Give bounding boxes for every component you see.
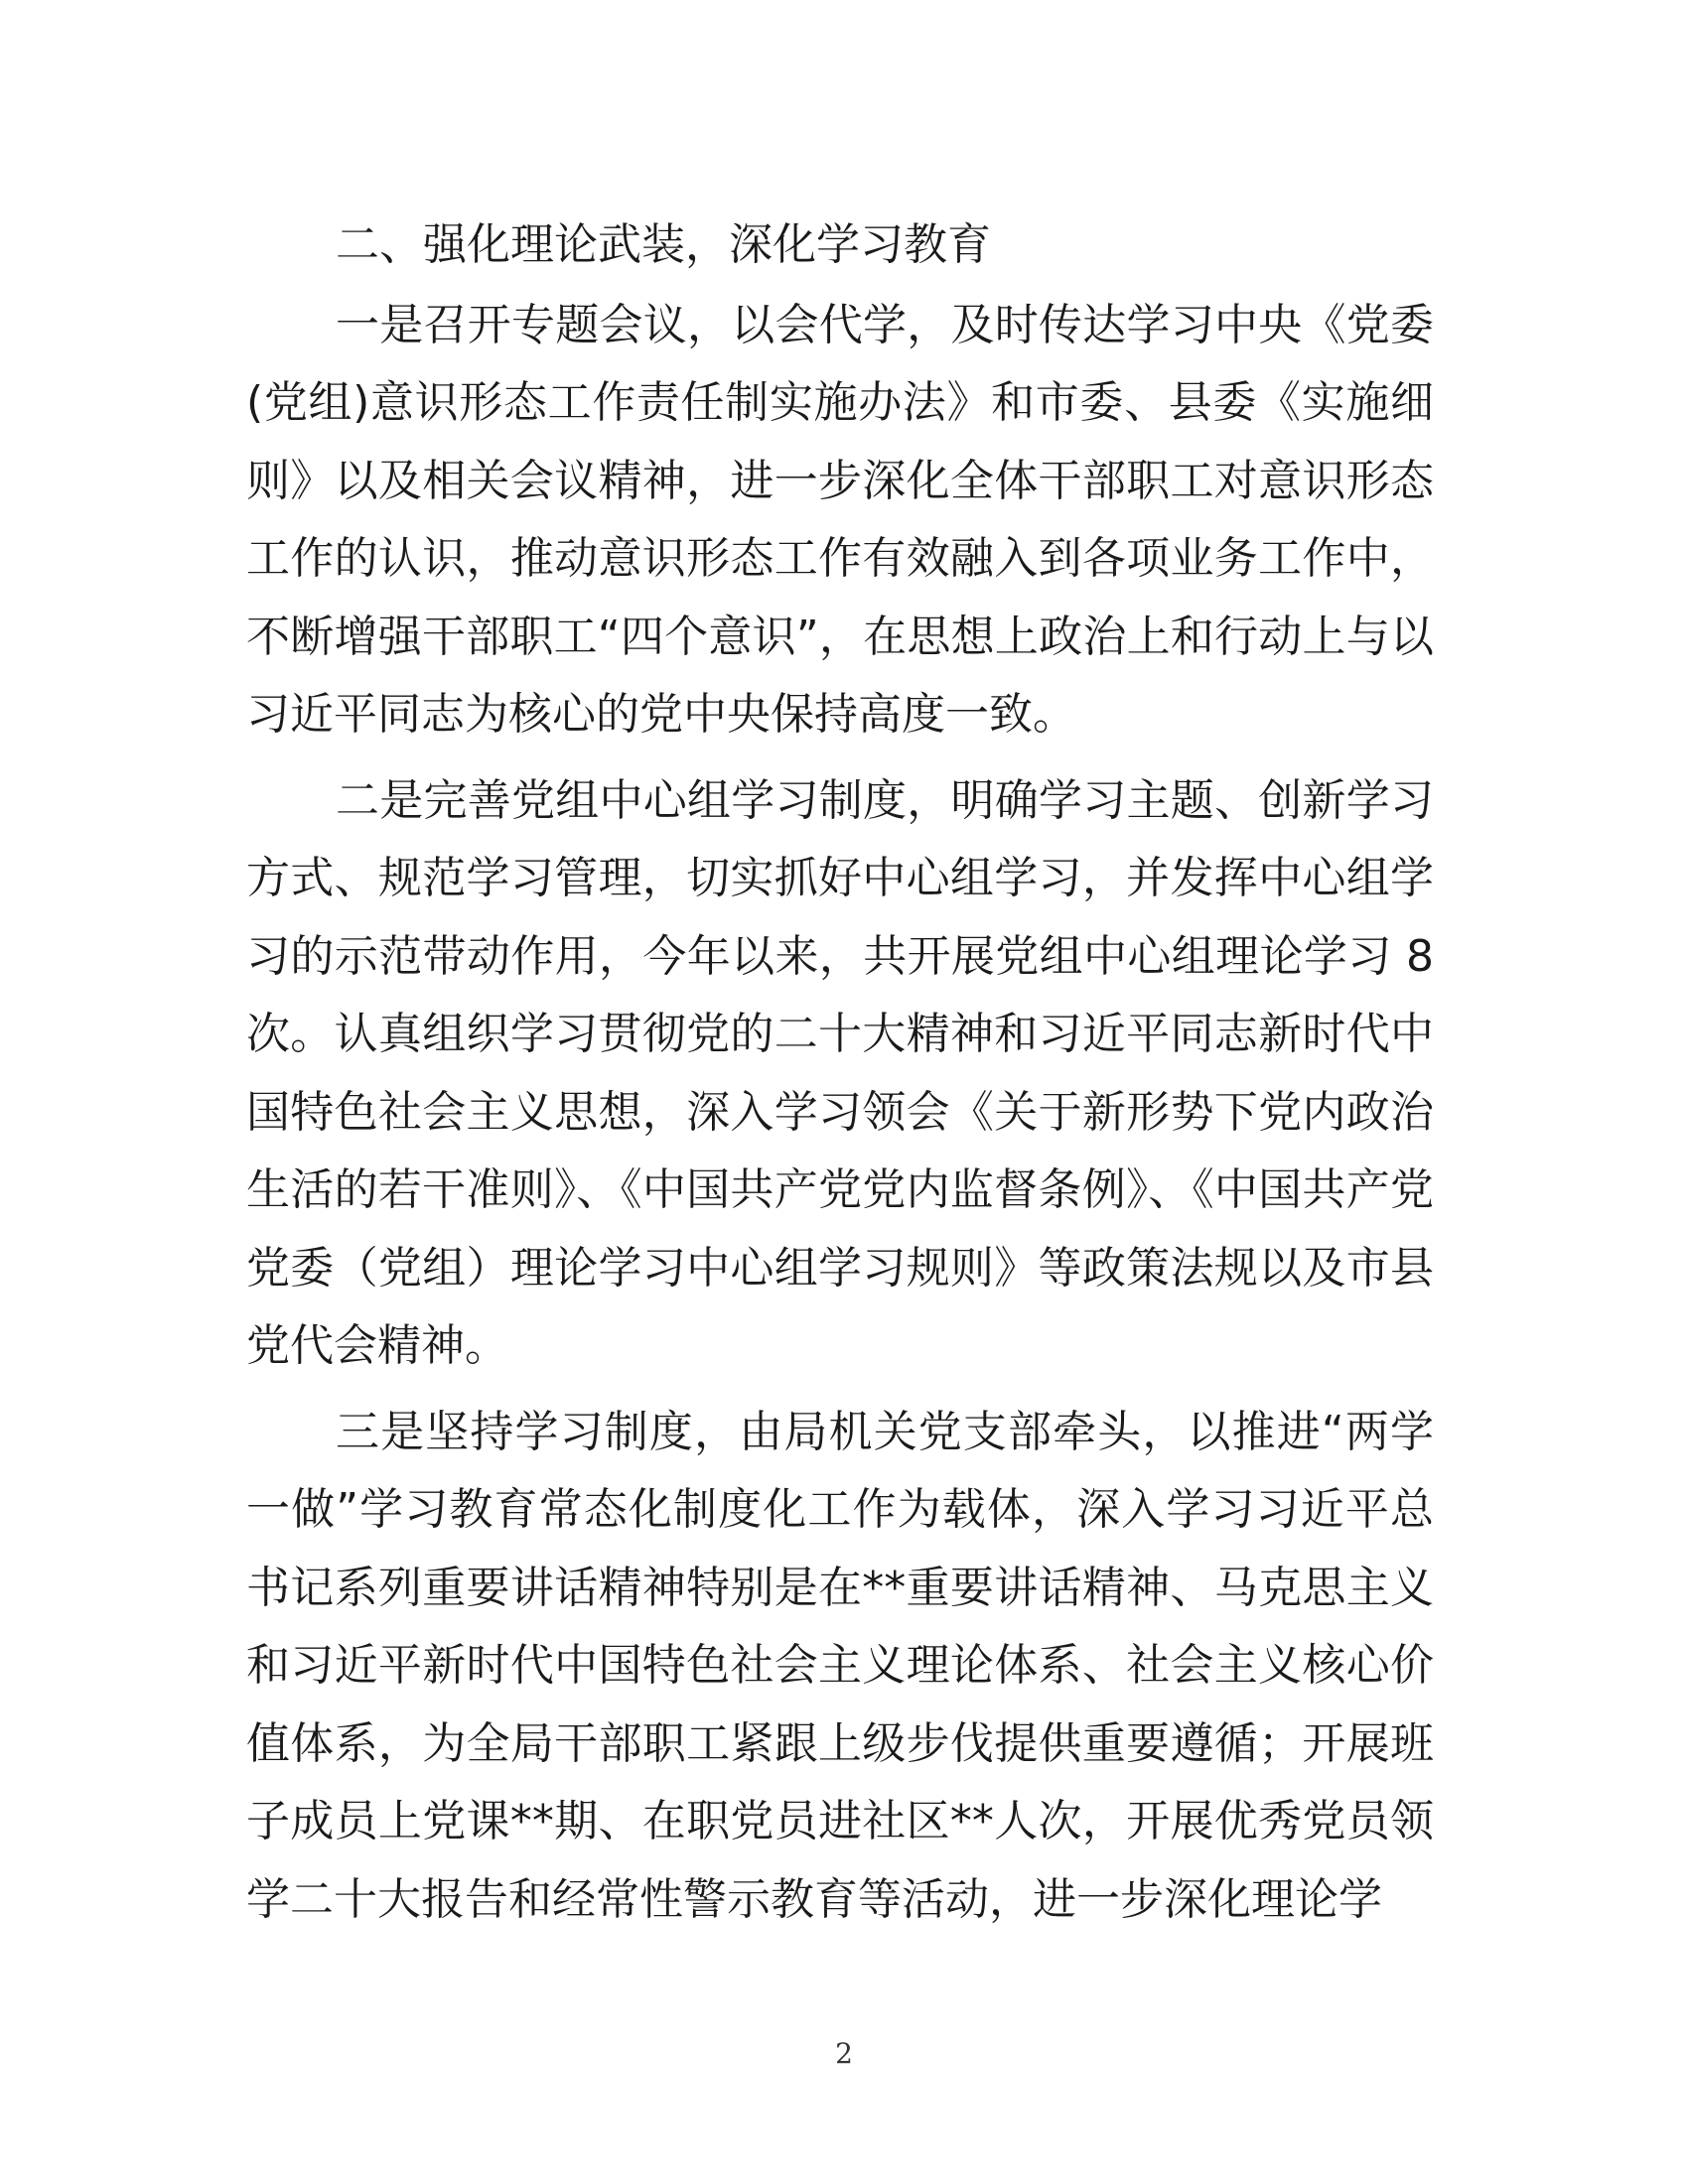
paragraph-1: 一是召开专题会议，以会代学，及时传达学习中央《党委(党组)意识形态工作责任制实施办法》和市委、县委《实施细则》以及相关会议精神，进一步深化全体干部职工对意识形态工作的认识，推动意识形态工作有效融入到各项业务工作中，不断增强干部职工“四个意识”，在思想上政治上和行动上与以习近平同志为核心的党中央保持高度一致。 — [246, 299, 1434, 740]
paragraph-2: 二是完善党组中心组学习制度，明确学习主题、创新学习方式、规范学习管理，切实抓好中心组学习，并发挥中心组学习的示范带动作用，今年以来，共开展党组中心组理论学习 8 次。认真组织学习贯彻党的二十大精神和习近平同志新时代中国特色社会主义思想，深入学习领会《关于新形势下党内政治生活的若干准则》、《中国共产党党内监督条例》、《中国共产党党委（党组）理论学习中心组学习规则》等政策法规以及市县党代会精神。 — [246, 774, 1434, 1371]
section-heading: 二、强化理论武装，深化学习教育 — [336, 219, 991, 270]
document-body — [246, 206, 1434, 1939]
page-number: 2 — [835, 2037, 853, 2070]
paragraph-3: 三是坚持学习制度，由局机关党支部牵头，以推进“两学一做”学习教育常态化制度化工作为载体，深入学习习近平总书记系列重要讲话精神特别是在**重要讲话精神、马克思主义和习近平新时代中国特色社会主义理论体系、社会主义核心价值体系，为全局干部职工紧跟上级步伐提供重要遵循；开展班子成员上党课**期、在职党员进社区**人次，开展优秀党员领学二十大报告和经常性警示教育等活动，进一步深化理论学 — [246, 1406, 1434, 1925]
